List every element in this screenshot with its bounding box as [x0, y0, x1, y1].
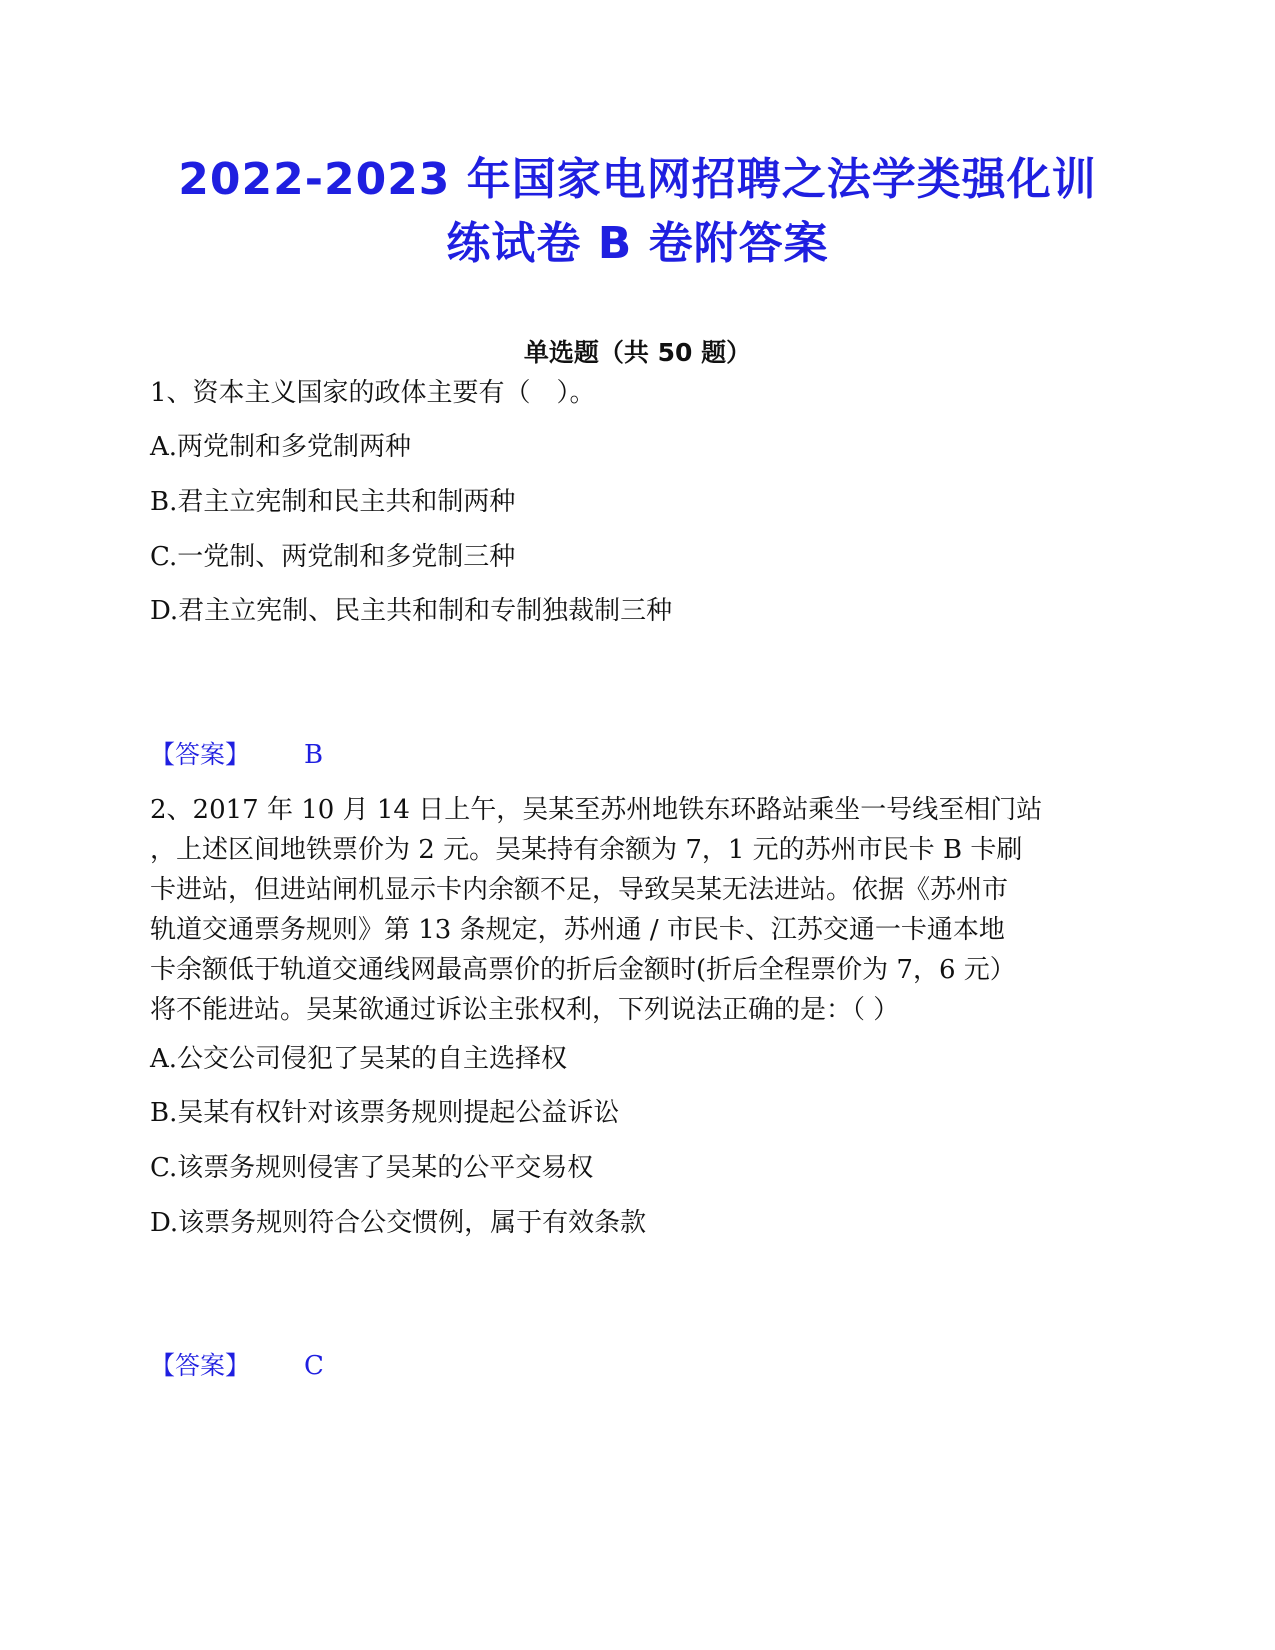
question-1-option-a: A.两党制和多党制两种: [150, 432, 412, 462]
question-2-option-c: C.该票务规则侵害了吴某的公平交易权: [150, 1153, 594, 1183]
question-2-stem-line: 2、2017 年 10 月 14 日上午，吴某至苏州地铁东环路站乘坐一号线至相门站: [150, 795, 1043, 825]
question-2-stem-line: 将不能进站。吴某欲通过诉讼主张权利，下列说法正确的是：（ ）: [150, 995, 900, 1025]
section-heading: 单选题（共 50 题）: [523, 338, 752, 367]
document-title: [0, 148, 1275, 276]
question-1-stem: 1、资本主义国家的政体主要有（ ）。: [150, 378, 596, 408]
question-1-option-c: C.一党制、两党制和多党制三种: [150, 542, 516, 572]
question-2-stem-line: 卡进站，但进站闸机显示卡内余额不足，导致吴某无法进站。依据《苏州市: [150, 875, 1009, 905]
answer-label: 【答案】: [150, 740, 251, 769]
question-2-stem-line: 轨道交通票务规则》第 13 条规定，苏州通 / 市民卡、江苏交通一卡通本地: [150, 915, 1005, 945]
answer-label: 【答案】: [150, 1351, 251, 1380]
question-2-stem-line: 卡余额低于轨道交通线网最高票价的折后金额时(折后全程票价为 7，6 元）: [150, 955, 1016, 985]
question-1-option-b: B.君主立宪制和民主共和制两种: [150, 487, 516, 517]
question-2-stem: [150, 790, 1110, 1030]
question-2-option-d: D.该票务规则符合公交惯例，属于有效条款: [150, 1208, 647, 1238]
answer-value: C: [304, 1351, 324, 1381]
question-2-option-b: B.吴某有权针对该票务规则提起公益诉讼: [150, 1098, 620, 1128]
question-2-option-a: A.公交公司侵犯了吴某的自主选择权: [150, 1044, 568, 1074]
title-line-1: 2022-2023 年国家电网招聘之法学类强化训: [178, 154, 1097, 205]
question-2-answer: [150, 1347, 324, 1385]
question-1-option-d: D.君主立宪制、民主共和制和专制独裁制三种: [150, 596, 673, 626]
answer-value: B: [304, 740, 324, 770]
question-1-answer: [150, 736, 323, 774]
question-2-stem-line: ，上述区间地铁票价为 2 元。吴某持有余额为 7，1 元的苏州市民卡 B 卡刷: [150, 835, 1023, 865]
title-line-2: 练试卷 B 卷附答案: [446, 218, 829, 269]
